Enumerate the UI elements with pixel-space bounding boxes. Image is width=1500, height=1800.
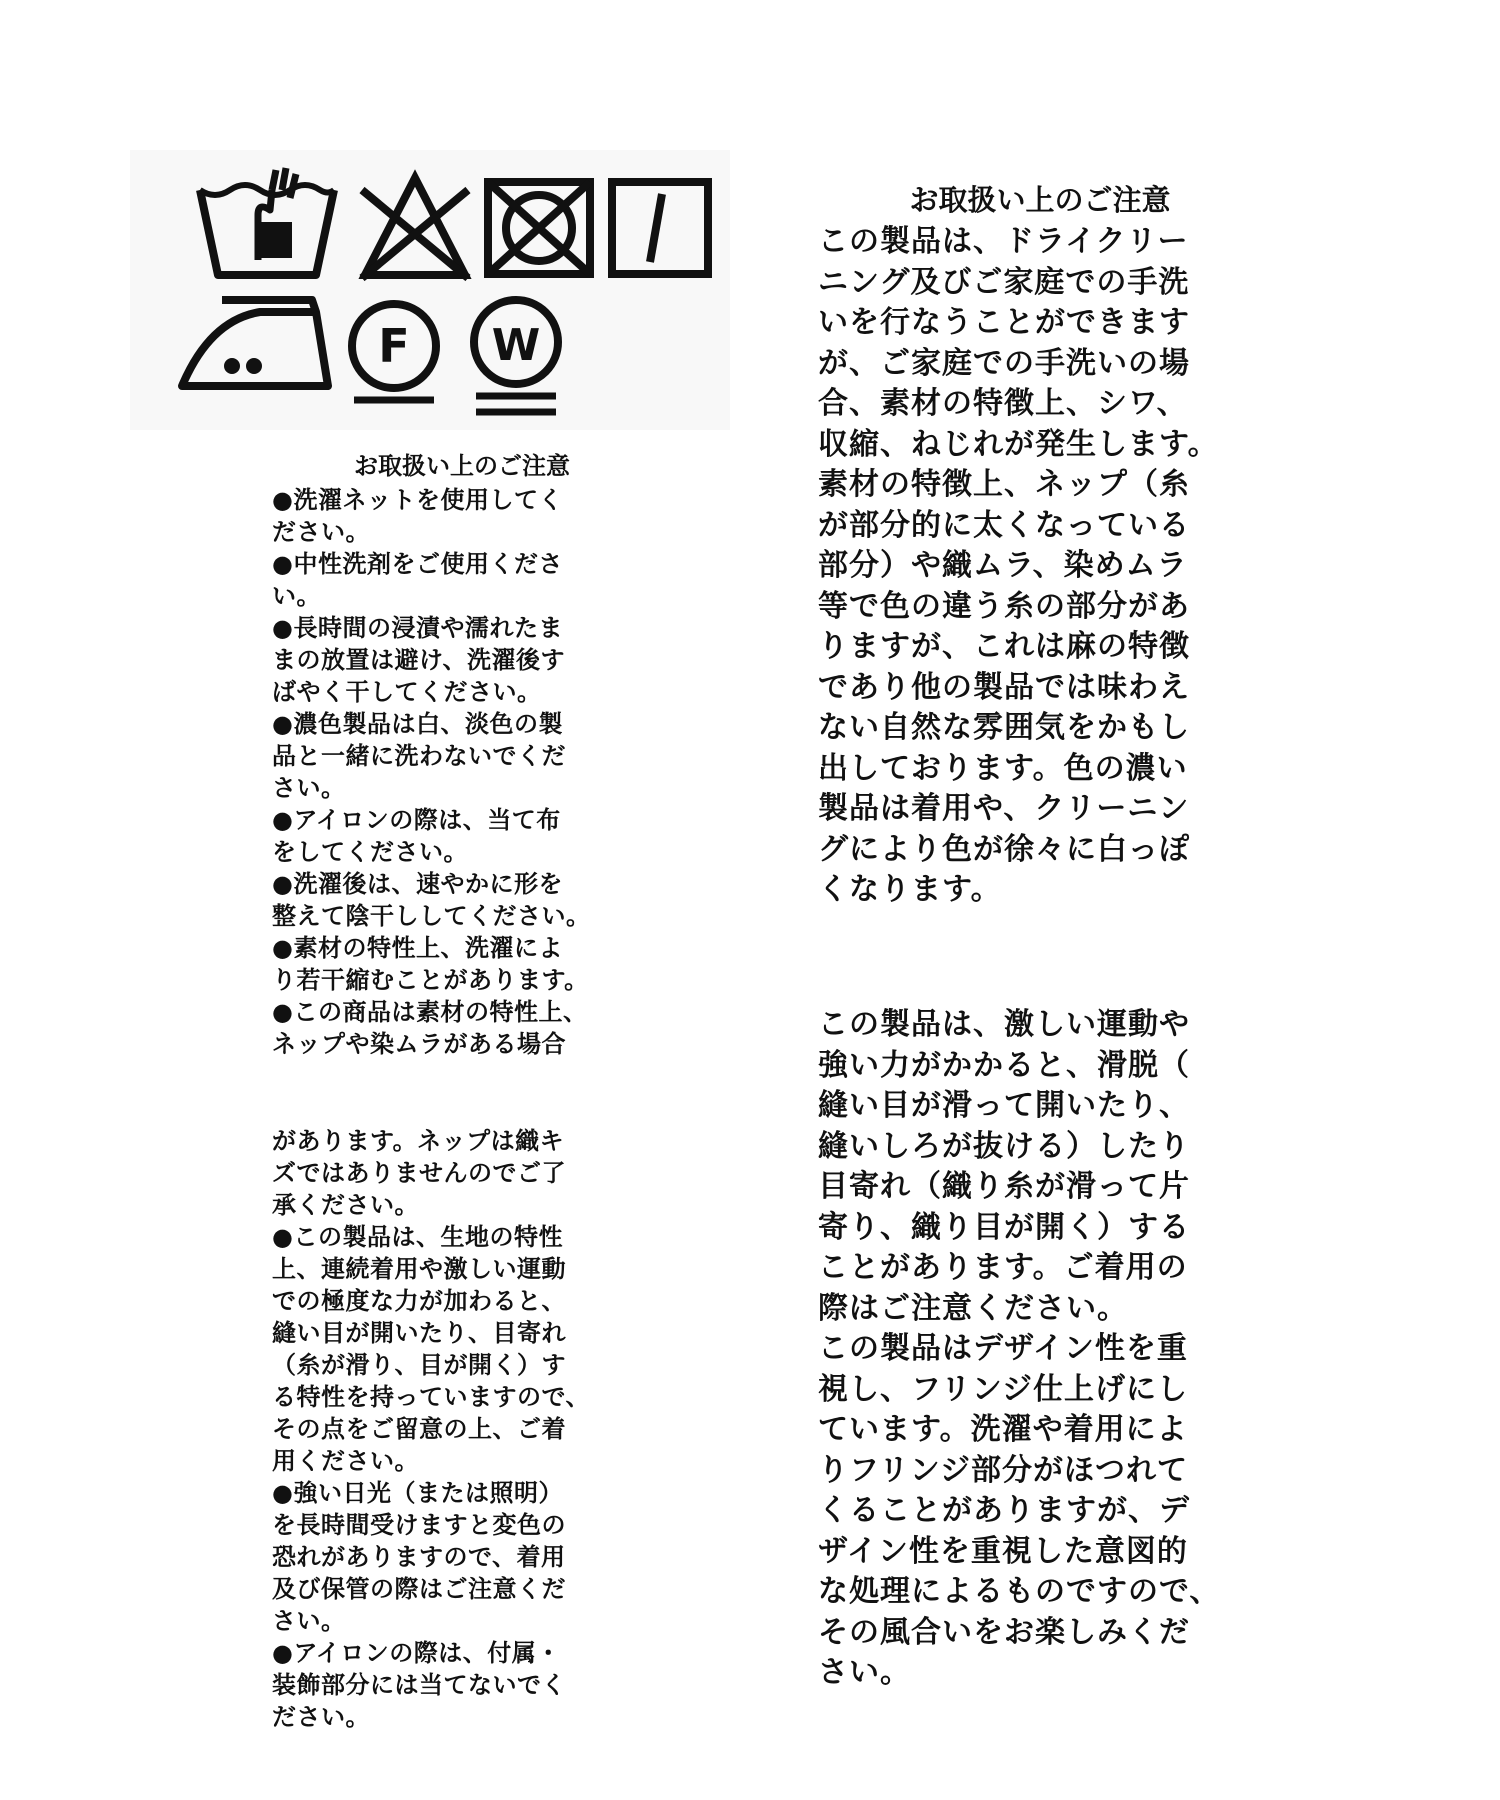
wet-clean-w-icon [474, 300, 558, 412]
text-line: この製品は、激しい運動や [818, 1007, 1190, 1042]
text-line: 視し、フリンジ仕上げにし [818, 1371, 1189, 1407]
text-line: 目寄れ（織り糸が滑って片 [818, 1169, 1190, 1204]
text-line: ●長時間の浸漬や濡れたま [272, 614, 563, 642]
text-line: を長時間受けますと変色の [272, 1511, 566, 1539]
text-line: ●アイロンの際は、付属・ [272, 1639, 561, 1667]
right-heading: お取扱い上のご注意 [909, 183, 1171, 217]
no-tumble-dry-icon [488, 182, 590, 274]
text-line: ●この商品は素材の特性上、 [272, 998, 588, 1026]
text-line: が、ご家庭での手洗いの場 [818, 345, 1190, 381]
text-line: り若干縮むことがあります。 [272, 966, 589, 994]
text-line: 上、連続着用や激しい運動 [272, 1255, 566, 1283]
text-line: ●洗濯後は、速やかに形を [272, 870, 563, 898]
text-line: 縫いしろが抜ける）したり [818, 1128, 1190, 1164]
text-line: ださい。 [272, 1703, 370, 1731]
text-line: 承ください。 [272, 1191, 419, 1219]
text-line: 整えて陰干ししてください。 [272, 902, 591, 930]
text-line: りますが、これは麻の特徴 [818, 629, 1190, 664]
text-line: ●素材の特性上、洗濯によ [272, 934, 563, 962]
text-line: ニング及びご家庭での手洗 [818, 264, 1190, 300]
text-line: 用ください。 [272, 1447, 419, 1475]
text-line: 製品は着用や、クリーニン [818, 791, 1190, 826]
text-line: 出しております。色の濃い [818, 750, 1188, 786]
svg-text:W: W [491, 320, 541, 371]
text-line: い。 [272, 582, 321, 610]
text-line: 縫い目が滑って開いたり、 [818, 1088, 1190, 1123]
text-line: さい。 [272, 1607, 346, 1635]
text-line: ザイン性を重視した意図的 [818, 1533, 1188, 1569]
text-line: な処理によるものですので、 [818, 1574, 1221, 1609]
text-line: 恐れがありますので、着用 [272, 1543, 566, 1571]
text-line: 収縮、ねじれが発生します。 [818, 426, 1219, 462]
dry-clean-f-icon [352, 304, 436, 400]
text-line: ています。洗濯や着用によ [818, 1412, 1188, 1447]
low-iron-icon [182, 300, 328, 386]
text-line: ださい。 [272, 518, 370, 546]
no-bleach-icon [362, 178, 468, 278]
text-line: が部分的に太くなっている [818, 507, 1190, 543]
text-line: があります。ネップは織キ [272, 1127, 565, 1155]
text-line: まの放置は避け、洗濯後す [272, 646, 566, 674]
text-line: 素材の特徴上、ネップ（糸 [818, 467, 1190, 502]
text-line: ●強い日光（または照明） [272, 1479, 563, 1507]
text-line: ●中性洗剤をご使用くださ [272, 550, 563, 578]
left-notes-bottom [272, 1125, 652, 1733]
text-line: であり他の製品では味わえ [818, 669, 1190, 705]
text-line: ●この製品は、生地の特性 [272, 1223, 563, 1251]
text-line: ない自然な雰囲気をかもし [818, 710, 1190, 745]
text-line: この製品は、ドライクリー [818, 224, 1189, 259]
text-line: 及び保管の際はご注意くだ [272, 1575, 566, 1603]
text-line: ●アイロンの際は、当て布 [272, 806, 561, 834]
text-line: いを行なうことができます [818, 305, 1190, 340]
text-line: をしてください。 [272, 838, 468, 866]
left-heading: お取扱い上のご注意 [354, 452, 570, 480]
text-line: 縫い目が開いたり、目寄れ [272, 1319, 566, 1347]
text-line: 等で色の違う糸の部分があ [818, 588, 1190, 624]
right-notes-bottom [818, 1005, 1298, 1694]
text-line: りフリンジ部分がほつれて [818, 1452, 1189, 1488]
text-line: この製品はデザイン性を重 [818, 1331, 1188, 1366]
drip-dry-icon [612, 182, 708, 274]
text-line: 際はご注意ください。 [818, 1290, 1128, 1326]
text-line: グにより色が徐々に白っぽ [818, 831, 1190, 867]
text-line: 寄り、織り目が開く）する [818, 1209, 1190, 1245]
text-line: さい。 [272, 774, 346, 802]
text-line: 装飾部分には当てないでく [272, 1671, 566, 1699]
text-line: ことがあります。ご着用の [818, 1250, 1188, 1285]
text-line: ●濃色製品は白、淡色の製 [272, 710, 563, 738]
text-line: さい。 [818, 1655, 911, 1690]
text-line: くることがありますが、デ [818, 1493, 1190, 1528]
text-line: 強い力がかかると、滑脱（ [818, 1047, 1190, 1083]
text-line: 品と一緒に洗わないでくだ [272, 742, 566, 770]
text-line: （糸が滑り、目が開く）す [272, 1351, 566, 1379]
text-line: ばやく干してください。 [272, 678, 542, 706]
text-line: ネップや染ムラがある場合 [272, 1030, 566, 1058]
text-line: くなります。 [818, 872, 1002, 907]
text-line: での極度な力が加わると、 [272, 1287, 566, 1315]
text-line: る特性を持っていますので、 [272, 1383, 591, 1411]
right-notes-top [818, 222, 1298, 911]
text-line: ズではありませんのでご了 [272, 1159, 566, 1187]
svg-text:F: F [378, 319, 410, 373]
left-notes-top [272, 484, 652, 1060]
text-line: 部分）や織ムラ、染めムラ [818, 548, 1188, 583]
text-line: 合、素材の特徴上、シワ、 [818, 386, 1188, 421]
text-line: ●洗濯ネットを使用してく [272, 486, 563, 514]
hand-wash-icon [200, 168, 334, 275]
text-line: その風合いをお楽しみくだ [818, 1614, 1190, 1650]
care-symbols [130, 150, 730, 430]
text-line: その点をご留意の上、ご着 [272, 1415, 566, 1443]
